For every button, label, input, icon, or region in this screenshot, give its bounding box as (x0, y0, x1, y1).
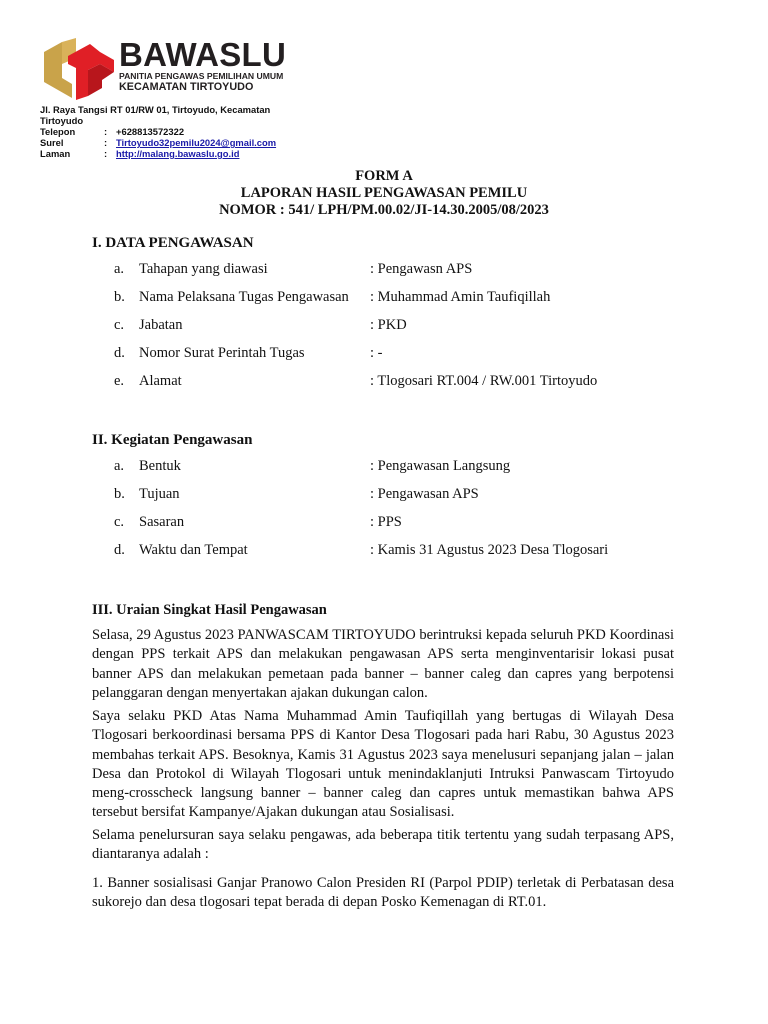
form-title-line-1: FORM A (355, 168, 413, 184)
row-letter: b. (114, 486, 125, 502)
phone-label: Telepon (40, 126, 76, 137)
row-value: : PKD (370, 317, 407, 333)
row-value: : Muhammad Amin Taufiqillah (370, 289, 551, 305)
row-value: : - (370, 345, 383, 361)
paragraph: Selasa, 29 Agustus 2023 PANWASCAM TIRTOYUDO berintruksi kepada seluruh PKD Koordinasi dengan PPS terkait APS dan melakukan pengawasan APS serta menginventarisir lokasi pusat banner APS dan melakukan pemetaan pada banner – banner caleg dan capres yang berpotensi pelanggaran dengan menyertakan ajakan dukungan calon. (92, 627, 674, 701)
row-letter: d. (114, 542, 125, 558)
row-label: Sasaran (139, 514, 185, 530)
row-letter: e. (114, 373, 125, 389)
row-letter: d. (114, 345, 125, 361)
brand-subtitle-1: PANITIA PENGAWAS PEMILIHAN UMUM (119, 71, 284, 81)
web-separator: : (104, 148, 108, 159)
row-letter: a. (114, 458, 125, 474)
section-2-heading: II. Kegiatan Pengawasan (92, 432, 253, 448)
web-link[interactable]: http://malang.bawaslu.go.id (116, 148, 240, 159)
web-label: Laman (40, 148, 71, 159)
web-row (40, 148, 310, 159)
form-title (0, 168, 768, 219)
form-number: NOMOR : 541/ LPH/PM.00.02/JI-14.30.2005/08/2023 (219, 202, 549, 218)
row-letter: a. (114, 261, 125, 277)
row-letter: c. (114, 317, 125, 333)
paragraph: 1. Banner sosialisasi Ganjar Pranowo Calon Presiden RI (Parpol PDIP) terletak di Perbatasan desa sukorejo dan desa tlogosari tepat berada di depan Posko Kemenagan di RT.01. (92, 875, 674, 911)
brand-subtitle-2: KECAMATAN TIRTOYUDO (119, 81, 254, 93)
form-title-line-2: LAPORAN HASIL PENGAWASAN PEMILU (240, 185, 528, 201)
email-label: Surel (40, 137, 64, 148)
row-letter: c. (114, 514, 125, 530)
phone-separator: : (104, 126, 108, 137)
row-value: : Pengawasan APS (370, 486, 479, 502)
bawaslu-logo-icon (42, 38, 114, 100)
section-3-heading: III. Uraian Singkat Hasil Pengawasan (92, 602, 327, 618)
row-letter: b. (114, 289, 125, 305)
paragraph: Saya selaku PKD Atas Nama Muhammad Amin Taufiqillah yang bertugas di Wilayah Desa Tlogosari berkoordinasi bersama PPS di Kantor Desa Tlogosari pada hari Rabu, 30 Agustus 2023 membahas terkait APS. Besoknya, Kamis 31 Agustus 2023 saya menelusuri sepanjang jalan – jalan Desa dan Protokol di Wilayah Tlogosari untuk menindaklanjuti Intruksi Panwascam Tirtoyudo meng-crosscheck langsung banner – banner caleg dan capres untuk memastikan bahwa APS tersebut bersifat Kampanye/Ajakan dukungan atau Sosialisasi. (92, 708, 674, 821)
row-label: Jabatan (139, 317, 183, 333)
row-value: : Pengawasn APS (370, 261, 473, 277)
row-label: Bentuk (139, 458, 181, 474)
row-label: Alamat (139, 373, 182, 389)
email-separator: : (104, 137, 108, 148)
address-text: Jl. Raya Tangsi RT 01/RW 01, Tirtoyudo, Kecamatan Tirtoyudo (40, 104, 271, 126)
row-value: : PPS (370, 514, 402, 530)
row-label: Nomor Surat Perintah Tugas (139, 345, 305, 361)
row-label: Nama Pelaksana Tugas Pengawasan (139, 289, 349, 305)
row-value: : Tlogosari RT.004 / RW.001 Tirtoyudo (370, 373, 598, 389)
phone-row (40, 126, 310, 137)
email-link[interactable]: Tirtoyudo32pemilu2024@gmail.com (116, 137, 277, 148)
email-row (40, 137, 310, 148)
paragraph: Selama penelursuran saya selaku pengawas, ada beberapa titik tertentu yang sudah terpasang APS, diantaranya adalah : (92, 827, 674, 863)
brand-name: BAWASLU (119, 36, 287, 73)
phone-value: +628813572322 (116, 126, 185, 137)
letterhead-contact (40, 104, 310, 159)
row-value: : Kamis 31 Agustus 2023 Desa Tlogosari (370, 542, 609, 558)
row-label: Tahapan yang diawasi (139, 261, 268, 277)
row-label: Tujuan (139, 486, 180, 502)
letterhead-brand (119, 36, 287, 93)
row-label: Waktu dan Tempat (139, 542, 248, 558)
section-1-heading: I. DATA PENGAWASAN (92, 235, 254, 251)
row-value: : Pengawasan Langsung (370, 458, 511, 474)
